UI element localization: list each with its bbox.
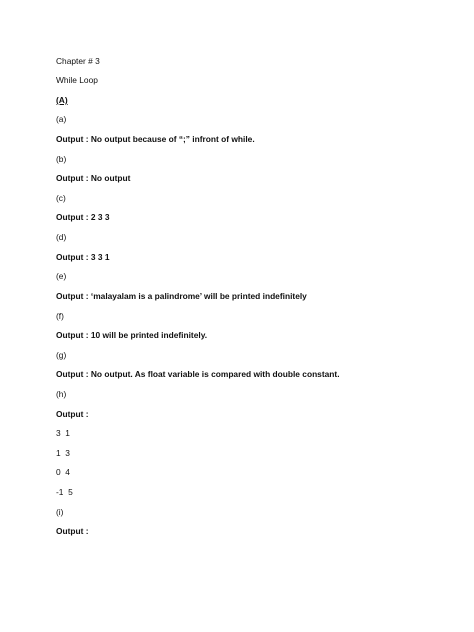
output-value-row: -1 5 <box>56 487 73 497</box>
item-label-g: (g) <box>56 350 67 360</box>
output-value-row: 3 1 <box>56 428 70 438</box>
output-value-row: 1 3 <box>56 448 70 458</box>
output-line-b: Output : No output <box>56 173 131 183</box>
item-label-a: (a) <box>56 114 67 124</box>
output-value-row: 0 4 <box>56 467 70 477</box>
part-label: (A) <box>56 95 68 105</box>
item-label-f: (f) <box>56 311 64 321</box>
output-line-g: Output : No output. As float variable is compared with double constant. <box>56 369 340 379</box>
output-line-i: Output : <box>56 526 89 536</box>
item-label-c: (c) <box>56 193 66 203</box>
item-label-d: (d) <box>56 232 67 242</box>
output-line-d: Output : 3 3 1 <box>56 252 110 262</box>
chapter-title: Chapter # 3 <box>56 56 100 66</box>
item-label-i: (i) <box>56 507 64 517</box>
output-line-f: Output : 10 will be printed indefinitely. <box>56 330 208 340</box>
output-line-a: Output : No output because of “;” infront of while. <box>56 134 255 144</box>
output-line-e: Output : ‘malayalam is a palindrome’ will be printed indefinitely <box>56 291 307 301</box>
item-label-h: (h) <box>56 389 67 399</box>
section-title: While Loop <box>56 75 98 85</box>
output-line-h: Output : <box>56 409 89 419</box>
item-label-e: (e) <box>56 271 67 281</box>
item-label-b: (b) <box>56 154 67 164</box>
output-line-c: Output : 2 3 3 <box>56 212 110 222</box>
